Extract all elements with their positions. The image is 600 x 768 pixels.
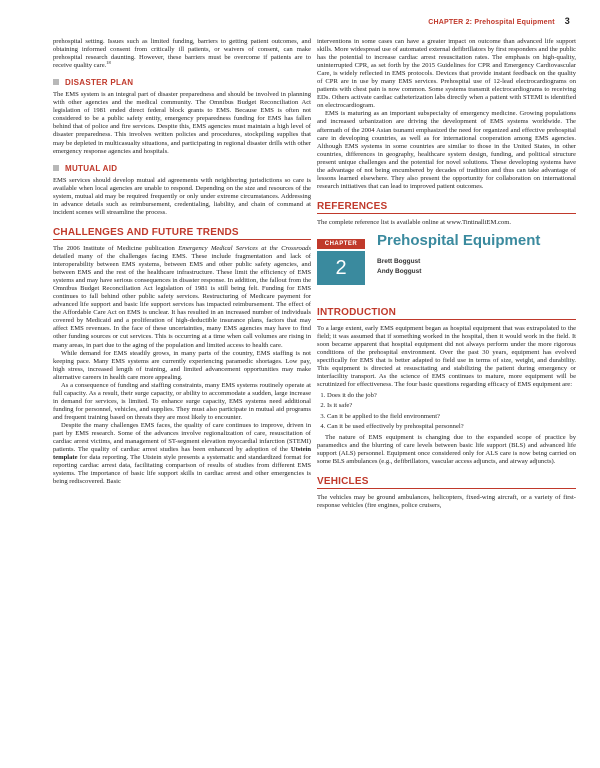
author: Andy Boggust bbox=[377, 267, 422, 275]
paragraph: To a large extent, early EMS equipment began as hospital equipment that was extrapolated to the field; it was assumed that if something worked in the hospital, then it would work in the field. It soon became apparent that hospital equipment did not always perform under the more rigorous conditions of the prehospital environment. Over the past 30 years, equipment has evolved specifically for EMS that is better adapted to field use in terms of size, weight, and durability. This equipment is directed at resuscitating and stabilizing the patient during emergency or interfacility transport. As the science of EMS continues to mature, more equipment will be scrutinized for effectiveness. The four basic questions regarding efficacy of EMS equipment are: bbox=[317, 325, 576, 389]
list-item: 4. Can it be used effectively by prehospital personnel? bbox=[327, 423, 576, 431]
paragraph: The 2006 Institute of Medicine publication Emergency Medical Services at the Crossroads detailed many of the challenges facing EMS. These include fragmentation and lack of interoperability between EMS systems, between EMS and other public safety agencies, and between EMS and the rest of the healthcare infrastructure. These limit the efficiency of EMS systems and may have serious consequences in disaster response. In addition, the fallout from the Omnibus Budget Reconciliation Act legislation of 1981 is still being felt. Funding for EMS continues to fall behind other public safety services. Restructuring of Medicare payment for advanced life support and basic life support services has impacted reimbursement. The effect of the Affordable Care Act on EMS is unclear. It has resulted in an increased number of individuals covered by Medicaid and a proliferation of high-deductible insurance plans, factors that may affect EMS revenues. In the face of these uncertainties, many EMS agencies may have to find other funding sources or cut services. This is occurring at a time when call volumes are rising in many areas, in part due to the aging of the population and limited access to health care. bbox=[53, 244, 312, 349]
running-header bbox=[428, 16, 570, 26]
section-heading-challenges: CHALLENGES AND FUTURE TRENDS bbox=[53, 229, 311, 240]
square-bullet-icon bbox=[53, 165, 59, 171]
author: Brett Boggust bbox=[377, 257, 421, 265]
left-column bbox=[53, 38, 311, 486]
paragraph: interventions in some cases can have a greater impact on outcome than advanced life support skills. More widespread use of automated external defibrillators by first responders and the public has the potential to increase cardiac arrest resuscitation rates. The emphasis on high-quality, uninterrupted CPR, as set forth by the 2015 Guidelines for CPR and Emergency Cardiovascular Care, is widely reflected in EMS protocols. Devices that provide instant feedback on the quality of CPR are in use by many EMS services. Prehospital use of 12-lead electrocardiograms on patients with chest pain is now common. Some systems transmit electrocardiograms to receiving EDs. Others activate cardiac catheterization labs directly when a patient with STEMI is identified on electrocardiogram. bbox=[317, 38, 576, 110]
chapter-number: 2 bbox=[317, 251, 365, 285]
list-item: 2. Is it safe? bbox=[327, 402, 576, 410]
paragraph: EMS is maturing as an important subspecialty of emergency medicine. Growing populations and increased urbanization are driving the development of EMS systems worldwide. The aftermath of the 2004 Asian tsunami emphasized the need for organized and effective prehospital care in developing countries, as well as for international cooperation among EMS agencies. Although EMS systems in some countries are similar to those in the United States, in other countries, differences in geography, healthcare system design, funding, and political structure present unique challenges and the potential for novel solutions. These developing systems have the advantage of not being encumbered by decades of tradition and thus can take advantage of lessons learned elsewhere. They also present the opportunity for collaboration on international research initiatives that can lead to improved patient outcomes. bbox=[317, 110, 576, 190]
paragraph: The vehicles may be ground ambulances, helicopters, fixed-wing aircraft, or a variety of first-response vehicles (fire engines, police cruisers, bbox=[317, 493, 576, 509]
section-heading-disaster-plan: DISASTER PLAN bbox=[53, 79, 311, 87]
paragraph: prehospital setting. Issues such as limited funding, barriers to getting patient outcomes, and obtaining informed consent from critically ill patients, or waivers of consent, can make prehospital research daunting. However, these barriers must be overcome if patients are to receive quality care.$^{18}$ bbox=[53, 38, 311, 70]
paragraph: The nature of EMS equipment is changing due to the expanded scope of practice by paramedics and the blurring of care levels between basic life support (BLS) and advanced life support (ALS) personnel. Equipment once considered only for ALS care is now being carried on some BLS ambulances (e.g., defibrillators, vascular access adjuncts, and airway adjuncts). bbox=[317, 433, 576, 465]
paragraph: The EMS system is an integral part of disaster preparedness and should be involved in planning with other agencies and the medical community. The Omnibus Budget Reconciliation Act legislation of 1981 ended direct federal block grants to EMS. Because EMS is often not considered to be a public safety entity, emergency preparedness funding for EMS has fallen behind that of police and fire services. Despite this, EMS agencies must maintain a high level of disaster preparedness. This involves written policies and procedures, stockpiling supplies that may be depleted in multicasualty situations, and participating in regional disaster drills with other emergency response agencies and hospitals. bbox=[53, 91, 311, 155]
section-heading-mutual-aid: MUTUAL AID bbox=[53, 165, 311, 173]
paragraph: As a consequence of funding and staffing constraints, many EMS systems routinely operate at full capacity. As a result, their surge capacity, or ability to accommodate a sudden, large increase in demand for services, is limited. To enhance surge capacity, EMS systems need additional funding for personnel, vehicles, and supplies. They must also participate in mutual aid programs and frequent training based on threats they are most likely to encounter. bbox=[53, 381, 311, 421]
right-column bbox=[317, 38, 576, 510]
paragraph: While demand for EMS steadily grows, in many parts of the country, EMS staffing is not keeping pace. Many EMS systems are currently experiencing paramedic shortages. Low pay, high stress, increased length of training, and limited advancement opportunities may make alternative careers in health care more appealing. bbox=[53, 349, 311, 381]
running-header-chapter: CHAPTER 2: Prehospital Equipment bbox=[428, 19, 555, 26]
list-item: 3. Can it be applied to the field environment? bbox=[327, 413, 576, 421]
chapter-opener bbox=[317, 231, 576, 297]
square-bullet-icon bbox=[53, 79, 59, 85]
chapter-title: Prehospital Equipment bbox=[377, 231, 541, 249]
paragraph: EMS services should develop mutual aid agreements with neighboring jurisdictions so care is available when local agencies are unable to respond. Depending on the size and resources of the system, mutual aid may be required frequently or only under extreme circumstances. Addressing in advance details such as reimbursement, credentialing, liability, and chain of command at incident scenes will streamline the process. bbox=[53, 176, 311, 216]
references-note: The complete reference list is available online at www.TintinalliEM.com. bbox=[317, 218, 511, 226]
chapter-label: CHAPTER bbox=[317, 239, 365, 249]
section-heading-vehicles: VEHICLES bbox=[317, 478, 576, 489]
list-item: 1. Does it do the job? bbox=[327, 392, 576, 400]
question-list bbox=[317, 392, 576, 430]
page-number: 3 bbox=[564, 16, 570, 26]
section-heading-introduction: INTRODUCTION bbox=[317, 309, 576, 320]
paragraph: Despite the many challenges EMS faces, the quality of care continues to improve, driven in part by EMS research. Some of the advances involve regionalization of care, resuscitation of cardiac arrest victims, and management of ST-segment elevation myocardial infarction (STEMI) patients. The quality of cardiac arrest studies has been enhanced by adoption of the Utstein template for data reporting. The Utstein style presents a systematic and standardized format for reporting cardiac arrest data, facilitating comparison of results of studies from different EMS systems. The importance of basic life support skills in cardiac arrest and other emergencies is being rediscovered. Basic bbox=[53, 421, 311, 486]
section-heading-references: REFERENCES bbox=[317, 203, 576, 214]
